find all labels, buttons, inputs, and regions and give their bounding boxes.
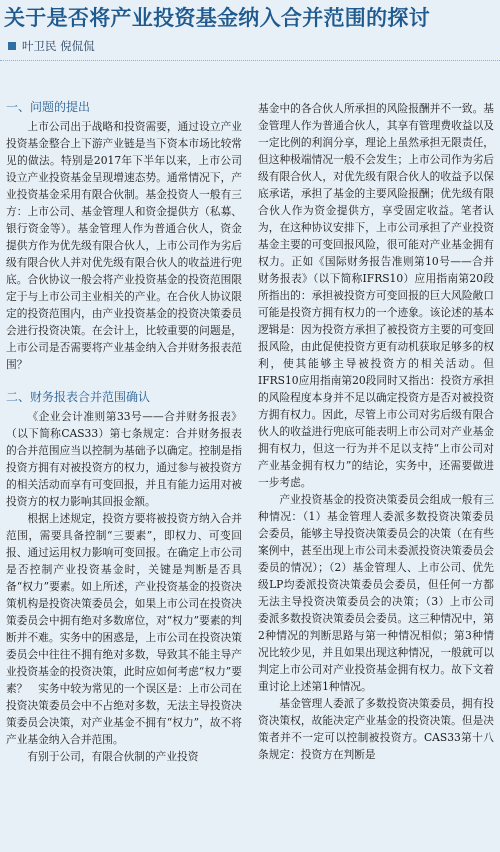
paragraph: 基金中的各合伙人所承担的风险报酬并不一致。基金管理人作为普通合伙人，其享有管理费收益以及一定比例的利润分享，理论上虽然承担无限责任，但这种极端情况一般不会发生；上市公司作为劣后级有限合伙人，对优先级有限合伙人的收益予以保底承诺，承担了基金的主要风险报酬；优先级有限合伙人作为资金提供方，享受固定收益。笔者认为，在这种协议安排下，上市公司承担了产业投资基金主要的可变回报风险，很可能对产业基金拥有权力。正如《国际财务报告准则第10号——合并财务报表》（以下简称IFRS10）应用指南第20段所指出的：承担被投资方可变回报的巨大风险敞口可能是投资方拥有权力的一个迹象。该论述的基本逻辑是：因为投资方承担了被投资方主要的可变回报风险，由此促使投资方更有动机获取足够多的权利，使其能够主导被投资方的相关活动。但IFRS10应用指南第20段同时又指出：投资方承担的风险程度本身并不足以确定投资方是否对被投资方拥有权力。因此，尽管上市公司对劣后级有限合伙人的收益进行兜底可能表明上市公司对产业基金拥有权力，但这一行为并不足以支持“上市公司对产业基金拥有权力”的结论，实务中，还需要做进一步考虑。 [258,102,494,489]
square-bullet-icon [8,42,16,50]
section-heading-2: 二、财务报表合并范围确认 [6,390,151,404]
article-title: 关于是否将产业投资基金纳入合并范围的探讨 [4,6,430,30]
paragraph: 根据上述规定，投资方要将被投资方纳入合并范围，需要具备控制“三要素”，即权力、可变回报、通过运用权力影响可变回报。在确定上市公司是否控制产业投资基金时，关键是判断是否具备“权力”要素。如上所述，产业投资基金的投资决策机构是投资决策委员会，如果上市公司在投资决策委员会中拥有绝对多数席位，对“权力”要素的判断并不难。实务中的困惑是，上市公司在投资决策委员会中往往不拥有绝对多数，导致其不能主导产业投资基金的投资决策，此时应如何考虑“权力”要素？ 实务中较为常见的一个误区是：上市公司在投资决策委员会中不占绝对多数，无法主导投资决策委员会决策，对产业基金不拥有“权力”，故不将产业基金纳入合并范围。 [6,512,242,746]
section-heading-1: 一、问题的提出 [6,100,91,114]
left-column [6,98,242,846]
header-divider [0,60,500,61]
paragraph: 有别于公司，有限合伙制的产业投资 [27,750,199,763]
authors: 叶卫民 倪侃侃 [22,39,95,53]
byline [8,38,95,54]
paragraph: 《企业会计准则第33号——合并财务报表》（以下简称CAS33）第七条规定：合并财务报表的合并范围应当以控制为基础予以确定。控制是指投资方拥有对被投资方的权力，通过参与被投资方的相关活动而享有可变回报，并且有能力运用对被投资方的权力影响其回报金额。 [6,410,242,508]
paragraph: 基金管理人委派了多数投资决策委员，拥有投资决策权，故能决定产业基金的投资决策。但是决策者并不一定可以控制被投资方。CAS33第十八条规定：投资方在判断是 [258,697,494,761]
paragraph: 产业投资基金的投资决策委员会组成一般有三种情况：（1）基金管理人委派多数投资决策委员会委员，能够主导投资决策委员会的决策（在有些案例中，甚至出现上市公司未委派投资决策委员会委员的情况）；（2）基金管理人、上市公司、优先级LP均委派投资决策委员会委员，但任何一方都无法主导投资决策委员会的决策；（3）上市公司委派多数投资决策委员会委员。这三种情况中，第2种情况的判断思路与第一种情况相似；第3种情况比较少见，并且如果出现这种情况，一般就可以判定上市公司对产业投资基金拥有权力。故下文着重讨论上述第1种情况。 [258,493,494,693]
right-column [258,100,494,848]
paragraph: 上市公司出于战略和投资需要，通过设立产业投资基金整合上下游产业链是当下资本市场比较常见的做法。特别是2017年下半年以来，上市公司设立产业投资基金呈现增速态势。通常情况下，产业投资基金采用有限合伙制。基金投资人一般有三方：上市公司、基金管理人和资金提供方（私募、银行资金等）。基金管理人作为普通合伙人，资金提供方作为优先级有限合伙人，上市公司作为劣后级有限合伙人并对优先级有限合伙人的收益进行兜底。合伙协议一般会将产业投资基金的投资范围限定于与上市公司主业相关的产业。在合伙人协议限定的投资范围内，由产业投资基金的投资决策委员会进行投资决策。在会计上，比较重要的问题是，上市公司是否需要将产业基金纳入合并财务报表范围？ [6,120,242,371]
